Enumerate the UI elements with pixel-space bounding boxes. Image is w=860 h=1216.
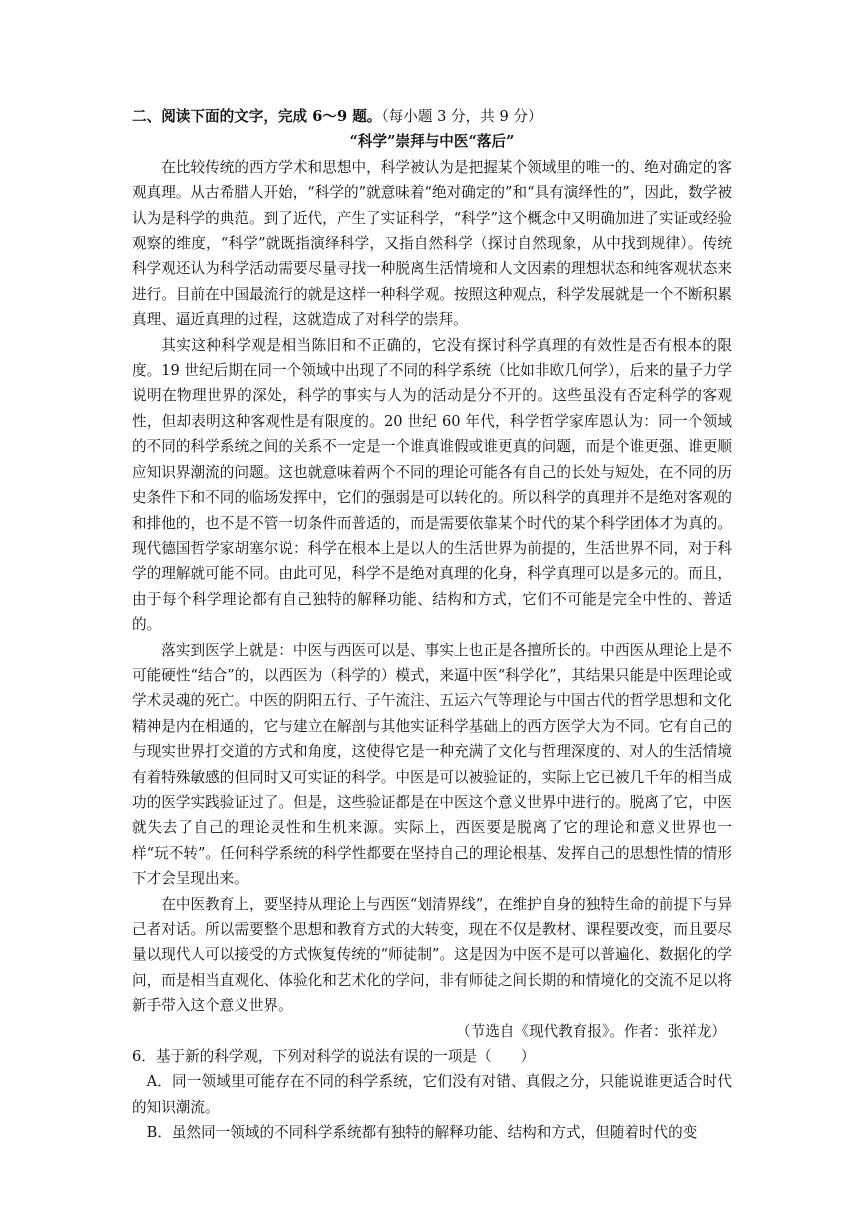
article-paragraph: 在比较传统的西方学术和思想中，科学被认为是把握某个领域里的唯一的、绝对确定的客观真理。从古希腊人开始，“科学的”就意味着“绝对确定的”和“具有演绎性的”，因此，数学被认为是科学的典范。到了近代，产生了实证科学，“科学”这个概念中又明确加进了实证或经验观察的维度，“科学”就既指演绎科学，又指自然科学（探讨自然现象，从中找到规律）。传统科学观还认为科学活动需要尽量寻找一种脱离生活情境和人文因素的理想状态和纯客观状态来进行。目前在中国最流行的就是这样一种科学观。按照这种观点，科学发展就是一个不断积累真理、逼近真理的过程，这就造成了对科学的崇拜。 — [132, 158, 732, 329]
document-page — [132, 104, 732, 1146]
article-paragraph: 落实到医学上就是：中医与西医可以是、事实上也正是各擅所长的。中西医从理论上是不可能硬性“结合”的，以西医为（科学的）模式，来逼中医“科学化”，其结果只能是中医理论或学术灵魂的死亡。中医的阴阳五行、子午流注、五运六气等理论与中国古代的哲学思想和文化精神是内在相通的，它与建立在解剖与其他实证科学基础上的西方医学大为不同。它有自己的与现实世界打交道的方式和角度，这使得它是一种充满了文化与哲理深度的、对人的生活情境有着特殊敏感的但同时又可实证的科学。中医是可以被验证的，实际上它已被几千年的相当成功的医学实践验证过了。但是，这些验证都是在中医这个意义世界中进行的。脱离了它，中医就失去了自己的理论灵性和生机来源。实际上，西医要是脱离了它的理论和意义世界也一样“玩不转”。任何科学系统的科学性都要在坚持自己的理论根基、发挥自己的思想性情的情形下才会呈现出来。 — [132, 641, 732, 888]
question-option-a: A．同一领域里可能存在不同的科学系统，它们没有对错、真假之分，只能说谁更适合时代的知识潮流。 — [132, 1073, 732, 1116]
section-heading-bold: 二、阅读下面的文字，完成 6～9 题。 — [132, 108, 382, 125]
article-source: （节选自《现代教育报》。作者：张祥龙） — [456, 1022, 726, 1040]
section-heading-note: （每小题 3 分，共 9 分） — [381, 108, 543, 125]
question-stem: 6．基于新的科学观，下列对科学的说法有误的一项是（ ） — [132, 1048, 536, 1066]
question-option-b: B．虽然同一领域的不同科学系统都有独特的解释功能、结构和方式，但随着时代的变 — [146, 1124, 698, 1142]
article-paragraph: 在中医教育上，要坚持从理论上与西医“划清界线”，在维护自身的独特生命的前提下与异己者对话。所以需要整个思想和教育方式的大转变，现在不仅是教材、课程要改变，而且要尽量以现代人可以接受的方式恢复传统的“师徒制”。这是因为中医不是可以普遍化、数据化的学问，而是相当直观化、体验化和艺术化的学问，非有师徒之间长期的和情境化的交流不足以将新手带入这个意义世界。 — [132, 895, 732, 1015]
article-paragraph: 其实这种科学观是相当陈旧和不正确的，它没有探讨科学真理的有效性是否有根本的限度。19 世纪后期在同一个领域中出现了不同的科学系统（比如非欧几何学），后来的量子力学说明在物理世界的深处，科学的事实与人为的活动是分不开的。这些虽没有否定科学的客观性，但却表明这种客观性是有限度的。20 世纪 60 年代，科学哲学家库恩认为：同一个领域的不同的科学系统之间的关系不一定是一个谁真谁假或谁更真的问题，而是个谁更强、谁更顺应知识界潮流的问题。这也就意味着两个不同的理论可能各有自己的长处与短处，在不同的历史条件下和不同的临场发挥中，它们的强弱是可以转化的。所以科学的真理并不是绝对客观的和排他的，也不是不管一切条件而普适的，而是需要依靠某个时代的某个科学团体才为真的。现代德国哲学家胡塞尔说：科学在根本上是以人的生活世界为前提的，生活世界不同，对于科学的理解就可能不同。由此可见，科学不是绝对真理的化身，科学真理可以是多元的。而且，由于每个科学理论都有自己独特的解释功能、结构和方式，它们不可能是完全中性的、普适的。 — [132, 336, 732, 634]
article-title: “科学”崇拜与中医“落后” — [349, 133, 515, 151]
section-heading — [132, 104, 732, 129]
